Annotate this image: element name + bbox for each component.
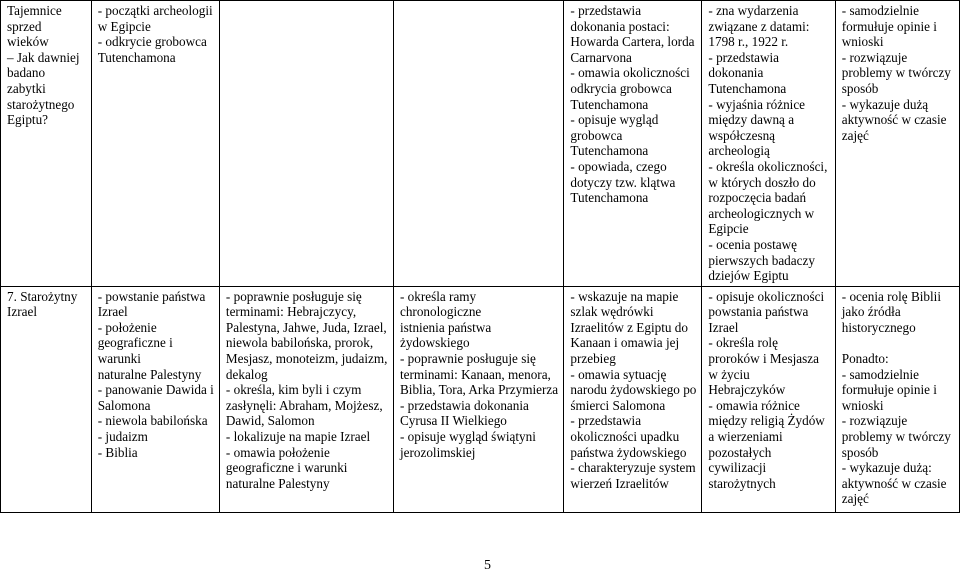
cell-text-line: państwa żydowskiego	[570, 444, 687, 460]
cell-text-line: związane z datami:	[708, 18, 810, 34]
cell-text-line: odkrycia grobowca	[570, 80, 672, 96]
grade-dopuszczajaca-cell	[219, 1, 393, 287]
cell-text-line: Hebrajczyków	[708, 382, 786, 398]
cell-text-line: - rozwiązuje	[841, 49, 908, 65]
cell-text-line: - samodzielnie	[841, 3, 920, 18]
cell-text-line: zasłynęli: Abraham, Mojżesz,	[225, 397, 383, 413]
cell-text-line: Salomona	[97, 397, 151, 413]
cell-text-line: - przedstawia	[570, 3, 642, 18]
cell-text-line: - opisuje wygląd świątyni	[399, 429, 536, 445]
cell-text-line: - omawia położenie	[225, 444, 330, 460]
cell-text-line: - omawia sytuację	[570, 366, 667, 382]
cell-text-line: jako źródła	[841, 304, 901, 320]
cell-text-line: - lokalizuje na mapie Izrael	[225, 429, 371, 445]
cell-text-line: - określa ramy chronologiczne	[399, 288, 482, 320]
cell-text-line: Palestyna, Jahwe, Juda, Izrael,	[225, 319, 387, 335]
cell-text-line: Tutenchamona	[97, 49, 176, 65]
cell-text-line: Tajemnice	[7, 3, 62, 18]
cell-text-line: dziejów Egiptu	[708, 268, 789, 284]
cell-text-line: 7. Starożytny	[7, 288, 78, 304]
cell-text-line: Carnarvona	[570, 49, 632, 65]
cell-text-line: - ocenia rolę Biblii	[841, 288, 941, 304]
cell-text-line: archeologią	[708, 143, 770, 159]
cell-text-line: aktywność w czasie	[841, 475, 947, 491]
cell-text-line: 1798 r., 1922 r.	[708, 34, 789, 50]
page-number: 5	[484, 558, 491, 573]
cell-text-line: pierwszych badaczy	[708, 252, 815, 268]
grade-dostateczna-cell	[393, 1, 563, 287]
cell-text-line: - położenie	[97, 319, 157, 335]
cell-text-line: dokonania postaci:	[570, 18, 670, 34]
cell-text-line: - charakteryzuje system	[570, 460, 696, 476]
cell-text-line: cywilizacji	[708, 460, 767, 476]
cell-text-line: pozostałych	[708, 444, 772, 460]
cell-text-line: w Egipcie	[97, 18, 151, 34]
cell-text-line: - wskazuje na mapie	[570, 288, 679, 304]
cell-text-line: - omawia różnice	[708, 397, 800, 413]
cell-text-line: formułuje opinie i	[841, 382, 937, 398]
cell-text-line: - określa okoliczności,	[708, 158, 828, 174]
cell-text-line: - wyjaśnia różnice	[708, 96, 806, 112]
cell-text-line: Ponadto:	[841, 351, 889, 367]
cell-text-line: - odkrycie grobowca	[97, 34, 207, 50]
cell-text-line: niewola babilońska, prorok,	[225, 335, 374, 351]
grade-dostateczna-cell	[393, 286, 563, 512]
topic-cell	[1, 1, 92, 287]
cell-text-line: - panowanie Dawida i	[97, 382, 214, 398]
cell-text-line: wnioski	[841, 34, 884, 50]
cell-text-line: formułuje opinie i	[841, 18, 937, 34]
cell-text-line: między religią Żydów	[708, 413, 825, 429]
cell-text-line: - opowiada, czego	[570, 158, 667, 174]
table-row	[1, 286, 960, 512]
cell-text-line: w życiu	[708, 366, 750, 382]
cell-text-line: - Biblia	[97, 444, 138, 460]
cell-text-line: szlak wędrówki	[570, 304, 654, 320]
content-cell	[91, 286, 219, 512]
grade-bardzo-dobra-cell	[702, 286, 835, 512]
cell-text-line: Tutenchamona	[708, 80, 787, 96]
cell-text-line: - przedstawia dokonania	[399, 397, 529, 413]
cell-text-line: - opisuje okoliczności	[708, 288, 825, 304]
cell-text-line: żydowskiego	[399, 335, 470, 351]
cell-text-line: Izrael	[708, 319, 739, 335]
cell-text-line: geograficzne i warunki	[225, 460, 348, 476]
cell-text-line: - rozwiązuje	[841, 413, 908, 429]
cell-text-line: Kanaan i omawia jej	[570, 335, 680, 351]
cell-text-line: Mesjasz, monoteizm, judaizm,	[225, 351, 388, 367]
cell-text-line: - omawia okoliczności	[570, 65, 690, 81]
cell-text-line: - powstanie państwa	[97, 288, 206, 304]
cell-text-line: wnioski	[841, 397, 884, 413]
cell-text-line: - wykazuje dużą:	[841, 460, 932, 476]
cell-text-line	[842, 335, 956, 351]
cell-text-line: Izrael	[7, 304, 38, 320]
cell-text-line: problemy w twórczy	[841, 65, 951, 81]
cell-text-line: Tutenchamona	[570, 143, 649, 159]
cell-text-line: okoliczności upadku	[570, 429, 680, 445]
cell-text-line: Izraelitów z Egiptu do	[570, 319, 688, 335]
cell-text-line: zajęć	[841, 127, 869, 143]
cell-text-line: - określa, kim byli i czym	[225, 382, 362, 398]
cell-text-line: Egipcie	[708, 221, 749, 237]
cell-text-line: aktywność w czasie	[841, 112, 947, 128]
cell-text-line: jerozolimskiej	[399, 444, 476, 460]
cell-text-line: naturalne Palestyny	[97, 366, 202, 382]
cell-text-line: sprzed	[7, 18, 42, 34]
cell-text-line: dokonania	[708, 65, 764, 81]
cell-text-line: proroków i Mesjasza	[708, 351, 819, 367]
cell-text-line: - samodzielnie	[841, 366, 920, 382]
cell-text-line: w których doszło do	[708, 174, 816, 190]
cell-text-line: archeologicznych w	[708, 205, 815, 221]
cell-text-line: terminami: Hebrajczycy,	[225, 304, 357, 320]
cell-text-line: śmierci Salomona	[570, 397, 666, 413]
cell-text-line: - przedstawia	[708, 49, 780, 65]
cell-text-line: – Jak dawniej	[7, 49, 80, 65]
cell-text-line: - początki archeologii	[97, 3, 213, 18]
cell-text-line: problemy w twórczy	[841, 429, 951, 445]
cell-text-line: starożytnego	[7, 96, 75, 112]
table-row	[1, 1, 960, 287]
cell-text-line: - zna wydarzenia	[708, 3, 799, 18]
cell-text-line: geograficzne i warunki	[97, 335, 177, 367]
cell-text-line: sposób	[841, 80, 879, 96]
grade-celujaca-cell	[835, 1, 959, 287]
cell-text-line: a wierzeniami	[708, 429, 783, 445]
cell-text-line: Tutenchamona	[570, 190, 649, 206]
cell-text-line: dekalog	[225, 366, 268, 382]
cell-text-line: naturalne Palestyny	[225, 475, 330, 491]
cell-text-line: - judaizm	[97, 429, 148, 445]
topic-cell	[1, 286, 92, 512]
cell-text-line: narodu żydowskiego po	[570, 382, 697, 398]
cell-text-line: Cyrusa II Wielkiego	[399, 413, 507, 429]
cell-text-line: przebieg	[570, 351, 616, 367]
cell-text-line: powstania państwa	[708, 304, 809, 320]
grade-celujaca-cell	[835, 286, 959, 512]
cell-text-line: Tutenchamona	[570, 96, 649, 112]
cell-text-line: rozpoczęcia badań	[708, 190, 807, 206]
content-cell	[91, 1, 219, 287]
cell-text-line: Dawid, Salomon	[225, 413, 315, 429]
cell-text-line: - ocenia postawę	[708, 236, 797, 252]
cell-text-line: między dawną a	[708, 112, 795, 128]
cell-text-line: wieków	[7, 34, 49, 50]
cell-text-line: - niewola babilońska	[97, 413, 208, 429]
cell-text-line: zajęć	[841, 491, 869, 507]
cell-text-line: współczesną	[708, 127, 776, 143]
cell-text-line: Biblia, Tora, Arka Przymierza	[399, 382, 559, 398]
cell-text-line: badano	[7, 65, 46, 81]
cell-text-line: - wykazuje dużą	[841, 96, 929, 112]
cell-text-line: wierzeń Izraelitów	[570, 475, 669, 491]
cell-text-line: starożytnych	[708, 475, 776, 491]
grade-bardzo-dobra-cell	[702, 1, 835, 287]
cell-text-line: - poprawnie posługuje się	[399, 351, 536, 367]
cell-text-line: - poprawnie posługuje się	[225, 288, 362, 304]
cell-text-line: - opisuje wygląd	[570, 112, 659, 128]
cell-text-line: istnienia państwa	[399, 319, 492, 335]
cell-text-line: Izrael	[97, 304, 128, 320]
cell-text-line: - przedstawia	[570, 413, 642, 429]
grade-dobra-cell	[564, 286, 702, 512]
cell-text-line: - określa rolę	[708, 335, 778, 351]
cell-text-line: sposób	[841, 444, 879, 460]
cell-text-line: Howarda Cartera, lorda	[570, 34, 695, 50]
grade-dopuszczajaca-cell	[219, 286, 393, 512]
cell-text-line: dotyczy tzw. klątwa	[570, 174, 676, 190]
cell-text-line: historycznego	[841, 319, 916, 335]
cell-text-line: zabytki	[7, 80, 46, 96]
cell-text-line: grobowca	[570, 127, 623, 143]
cell-text-line: Egiptu?	[7, 112, 49, 128]
grade-dobra-cell	[564, 1, 702, 287]
cell-text-line: terminami: Kanaan, menora,	[399, 366, 551, 382]
